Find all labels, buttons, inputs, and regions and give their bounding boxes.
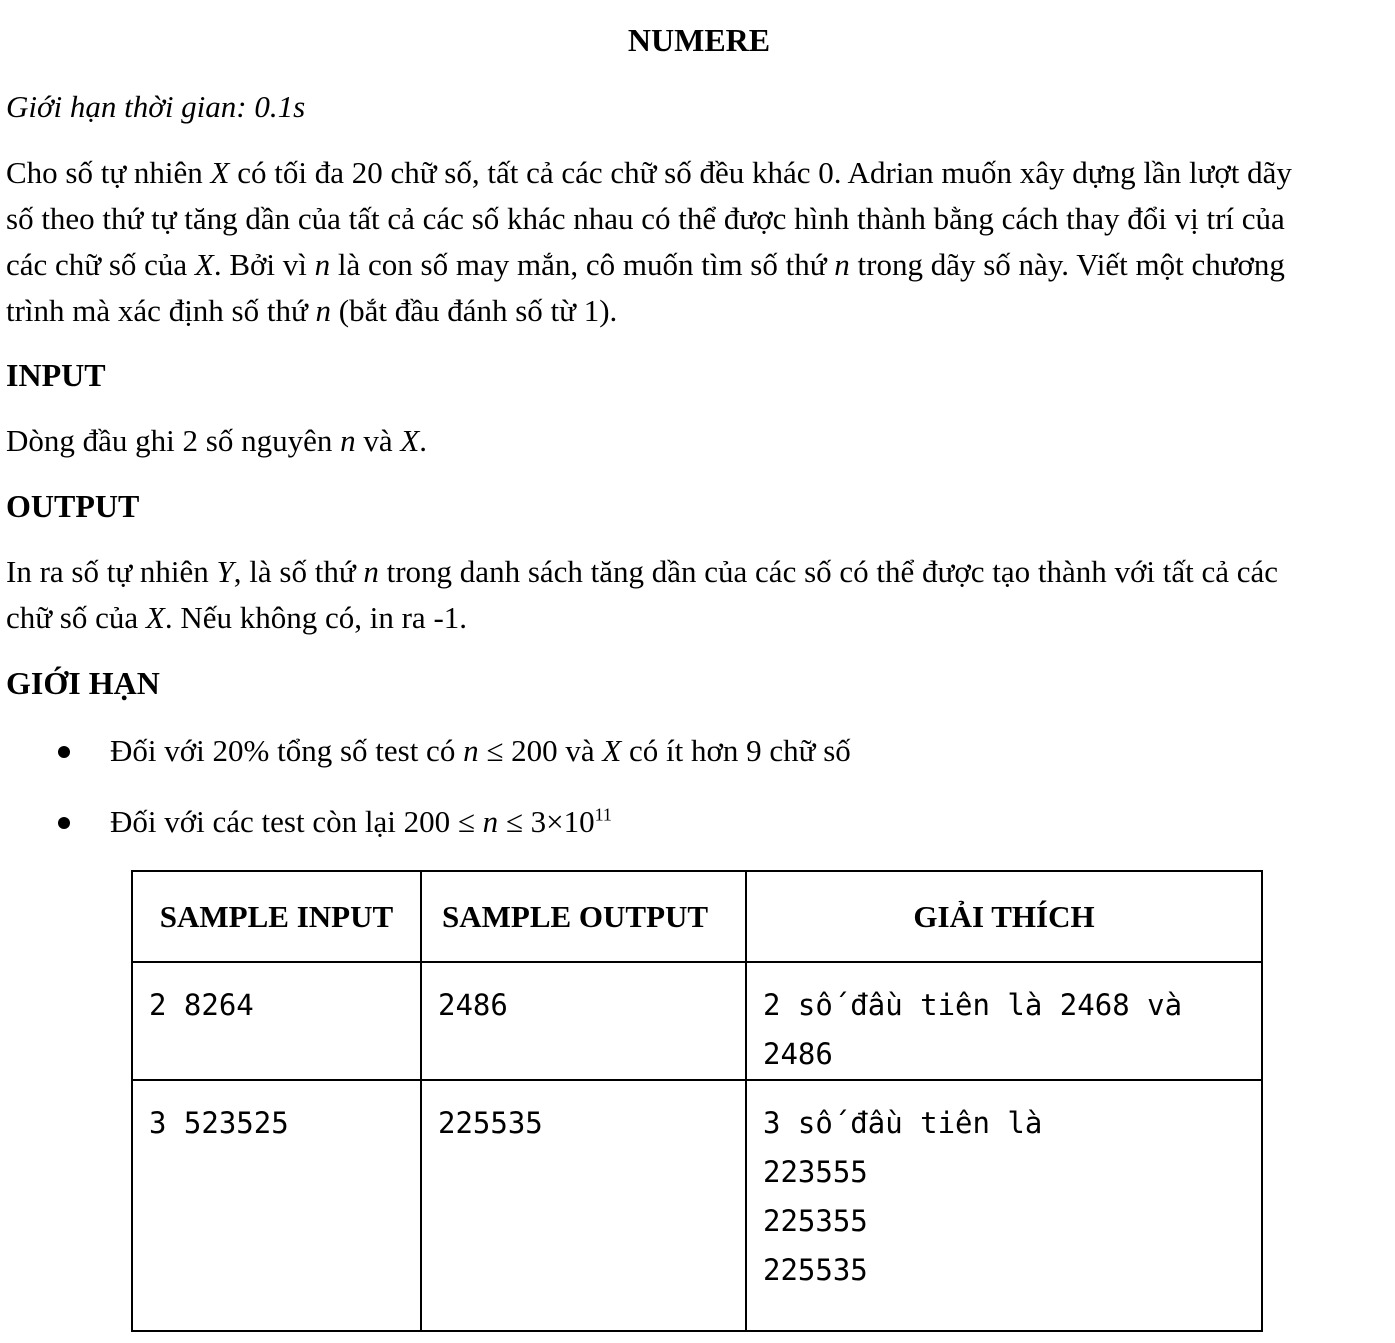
explanation-line: 3 số đầu tiên là: [763, 1106, 1043, 1140]
sample-table: [131, 870, 1263, 1332]
output-heading: OUTPUT: [6, 488, 140, 524]
explanation-cell: [746, 1080, 1262, 1331]
limits-heading: GIỚI HẠN: [6, 665, 160, 701]
explanation-line: 223555: [763, 1155, 868, 1189]
explanation-line: 2 số đầu tiên là 2468 và 2486: [763, 988, 1183, 1071]
statement-line-2: số theo thứ tự tăng dần của tất cả các số khác nhau có thể được hình thành bằng cách thay đổi vị trí của: [6, 201, 1285, 236]
explanation-line: 225535: [763, 1253, 868, 1287]
statement-line-1: Cho số tự nhiên X có tối đa 20 chữ số, tất cả các chữ số đều khác 0. Adrian muốn xây dựng lần lượt dãy: [6, 155, 1292, 190]
sample-input-cell: 2 8264: [132, 962, 421, 1080]
table-row: [132, 962, 1262, 1080]
time-limit: Giới hạn thời gian: 0.1s: [6, 89, 306, 124]
statement-line-4: trình mà xác định số thứ n (bắt đầu đánh số từ 1).: [6, 293, 618, 328]
input-heading: INPUT: [6, 357, 106, 393]
header-sample-output: SAMPLE OUTPUT: [421, 871, 746, 962]
header-explanation: GIẢI THÍCH: [746, 871, 1262, 962]
header-sample-input: SAMPLE INPUT: [132, 871, 421, 962]
explanation-cell: [746, 962, 1262, 1080]
sample-input-cell: 3 523525: [132, 1080, 421, 1331]
explanation-line: 225355: [763, 1204, 868, 1238]
sample-table-header: [132, 871, 1262, 962]
output-line-1: In ra số tự nhiên Y, là số thứ n trong danh sách tăng dần của các số có thể được tạo thành với tất cả các: [6, 554, 1279, 589]
sample-output-cell: 2486: [421, 962, 746, 1080]
statement-line-3: các chữ số của X. Bởi vì n là con số may mắn, cô muốn tìm số thứ n trong dãy số này. Viết một chương: [6, 247, 1285, 282]
input-text: Dòng đầu ghi 2 số nguyên n và X.: [6, 423, 428, 458]
problem-title: NUMERE: [627, 22, 771, 58]
bullet-dot-icon: [58, 746, 70, 758]
output-line-2: chữ số của X. Nếu không có, in ra -1.: [6, 600, 468, 635]
table-row: [132, 1080, 1262, 1331]
bullet-dot-icon: [58, 817, 70, 829]
sample-output-cell: 225535: [421, 1080, 746, 1331]
